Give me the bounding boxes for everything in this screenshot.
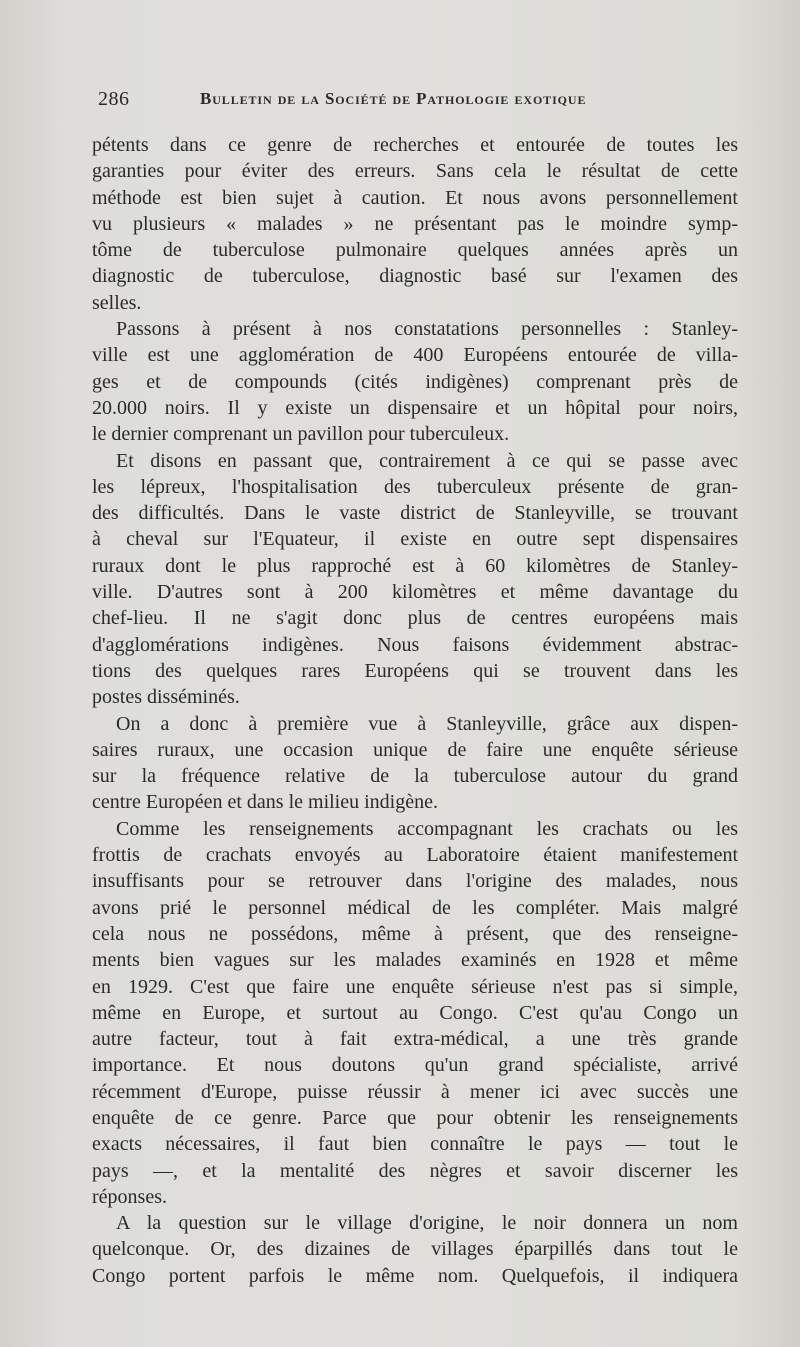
body-text [92, 132, 738, 1289]
text-line: les lépreux, l'hospitalisation des tuberculeux présente de gran- [92, 475, 738, 498]
text-line: 20.000 noirs. Il y existe un dispensaire et un hôpital pour noirs, [92, 396, 738, 419]
text-line: Comme les renseignements accompagnant les crachats ou les [116, 817, 738, 840]
text-line: même en Europe, et surtout au Congo. C'est qu'au Congo un [92, 1001, 738, 1024]
text-line: ges et de compounds (cités indigènes) comprenant près de [92, 370, 738, 393]
text-line: autre facteur, tout à fait extra-médical, a une très grande [92, 1028, 738, 1051]
page-header [98, 88, 738, 118]
text-line: ruraux dont le plus rapproché est à 60 kilomètres de Stanley- [92, 554, 738, 577]
text-line: ville. D'autres sont à 200 kilomètres et même davantage du [92, 581, 738, 604]
text-line: cela nous ne possédons, même à présent, que des renseigne- [92, 922, 738, 945]
text-line: Passons à présent à nos constatations personnelles : Stanley- [116, 318, 738, 341]
text-line: le dernier comprenant un pavillon pour tuberculeux. [92, 423, 510, 446]
text-line: chef-lieu. Il ne s'agit donc plus de centres européens mais [92, 607, 738, 630]
text-line: tôme de tuberculose pulmonaire quelques années après un [92, 239, 738, 262]
text-line: saires ruraux, une occasion unique de faire une enquête sérieuse [92, 738, 738, 761]
text-line: importance. Et nous doutons qu'un grand spécialiste, arrivé [92, 1054, 738, 1077]
text-line: méthode est bien sujet à caution. Et nous avons personnellement [92, 186, 738, 209]
text-line: postes disséminés. [92, 686, 240, 709]
text-line: centre Européen et dans le milieu indigène. [92, 791, 438, 814]
text-line: tions des quelques rares Européens qui se trouvent dans les [92, 659, 738, 682]
text-line: insuffisants pour se retrouver dans l'origine des malades, nous [92, 870, 738, 893]
running-title: Bulletin de la Société de Pathologie exotique [200, 89, 587, 108]
text-line: à cheval sur l'Equateur, il existe en outre sept dispensaires [92, 528, 738, 551]
text-line: des difficultés. Dans le vaste district de Stanleyville, se trouvant [92, 502, 738, 525]
text-line: récemment d'Europe, puisse réussir à mener ici avec succès une [92, 1080, 738, 1103]
text-line: A la question sur le village d'origine, le noir donnera un nom [116, 1212, 738, 1235]
page-number: 286 [98, 88, 130, 110]
text-line: d'agglomérations indigènes. Nous faisons évidemment abstrac- [92, 633, 738, 656]
text-line: ments bien vagues sur les malades examinés en 1928 et même [92, 949, 738, 972]
text-line: en 1929. C'est que faire une enquête sérieuse n'est pas si simple, [92, 975, 738, 998]
text-line: garanties pour éviter des erreurs. Sans cela le résultat de cette [92, 160, 738, 183]
text-line: avons prié le personnel médical de les compléter. Mais malgré [92, 896, 738, 919]
text-line: sur la fréquence relative de la tuberculose autour du grand [92, 765, 738, 788]
text-line: Congo portent parfois le même nom. Quelquefois, il indiquera [92, 1264, 738, 1287]
text-line: pétents dans ce genre de recherches et entourée de toutes les [92, 134, 738, 156]
text-line: pays —, et la mentalité des nègres et savoir discerner les [92, 1159, 738, 1182]
text-line: Et disons en passant que, contrairement à ce qui se passe avec [116, 449, 738, 472]
text-line: exacts nécessaires, il faut bien connaître le pays — tout le [92, 1133, 738, 1156]
text-line: diagnostic de tuberculose, diagnostic basé sur l'examen des [92, 265, 738, 288]
text-line: enquête de ce genre. Parce que pour obtenir les renseignements [92, 1106, 738, 1129]
text-line: quelconque. Or, des dizaines de villages éparpillés dans tout le [92, 1238, 738, 1261]
text-line: On a donc à première vue à Stanleyville, grâce aux dispen- [116, 712, 738, 735]
text-line: frottis de crachats envoyés au Laboratoire étaient manifestement [92, 844, 738, 867]
text-line: réponses. [92, 1185, 167, 1208]
text-line: ville est une agglomération de 400 Européens entourée de villa- [92, 344, 738, 367]
text-line: vu plusieurs « malades » ne présentant pas le moindre symp- [92, 212, 738, 235]
text-line: selles. [92, 291, 142, 314]
